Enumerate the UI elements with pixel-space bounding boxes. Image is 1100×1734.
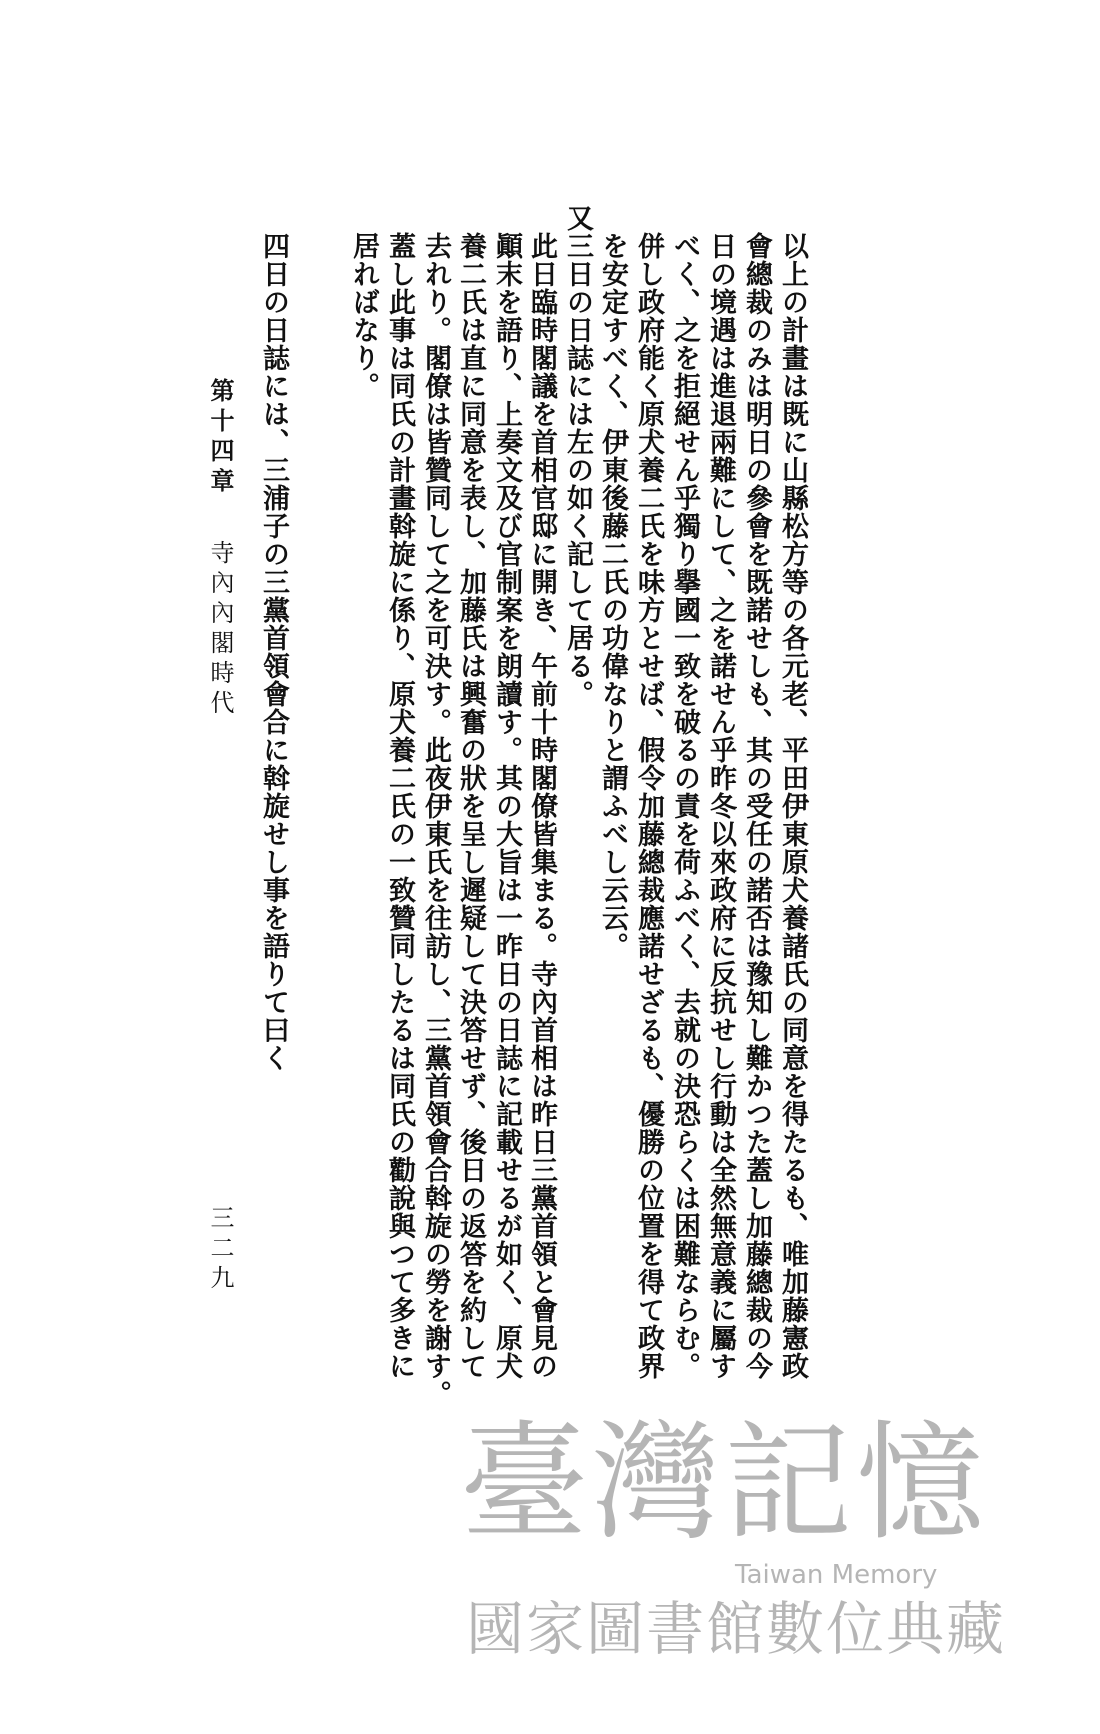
text-line: を安定すべく、伊東後藤二氏の功偉なりと謂ふべし云云。 [597, 232, 628, 960]
chapter-title: 寺內內閣時代 [206, 540, 234, 720]
text-line: べく、之を拒絕せん乎獨り擧國一致を破るの責を荷ふべく、去就の決恐らくは困難ならむ。 [669, 232, 700, 1380]
watermark-logo-english: Taiwan Memory [735, 1560, 938, 1590]
text-line: 顚末を語り、上奏文及び官制案を朗讀す。其の大旨は一昨日の日誌に記載せるが如く、原犬 [491, 232, 522, 1380]
page-number: 三二九 [206, 1205, 234, 1295]
text-line: 居ればなり。 [348, 232, 379, 400]
text-line: 以上の計畫は既に山縣松方等の各元老、平田伊東原犬養諸氏の同意を得たるも、唯加藤憲政 [777, 232, 808, 1380]
text-line: 又三日の日誌には左の如く記して居る。 [562, 204, 593, 708]
watermark-institution: 國家圖書館數位典藏 [466, 1595, 1007, 1663]
text-line: 併し政府能く原犬養二氏を味方とせば、假令加藤總裁應諾せざるも、優勝の位置を得て政界 [633, 232, 664, 1380]
watermark-logo: 臺灣記憶 [460, 1409, 989, 1558]
text-line: 日の境遇は進退兩難にして、之を諾せん乎昨冬以來政府に反抗せし行動は全然無意義に屬す [705, 232, 736, 1380]
text-line: 養二氏は直に同意を表し、加藤氏は興奮の狀を呈し遲疑して決答せず、後日の返答を約して [455, 232, 486, 1380]
text-line: 會總裁のみは明日の參會を既諾せしも、其の受任の諾否は豫知し難かつた蓋し加藤總裁の今 [741, 232, 772, 1380]
text-line: 蓋し此事は同氏の計畫斡旋に係り、原犬養二氏の一致贊同したるは同氏の勸說與つて多きに [384, 232, 415, 1380]
text-line: 去れり。閣僚は皆贊同して之を可決す。此夜伊東氏を往訪し、三黨首領會合斡旋の勞を謝す。 [420, 232, 451, 1408]
chapter-number: 第十四章 [206, 378, 235, 498]
text-line: 四日の日誌には、三浦子の三黨首領會合に斡旋せし事を語りて曰く [258, 232, 289, 1072]
text-line: 此日臨時閣議を首相官邸に開き、午前十時閣僚皆集まる。寺內首相は昨日三黨首領と會見の [526, 232, 557, 1380]
